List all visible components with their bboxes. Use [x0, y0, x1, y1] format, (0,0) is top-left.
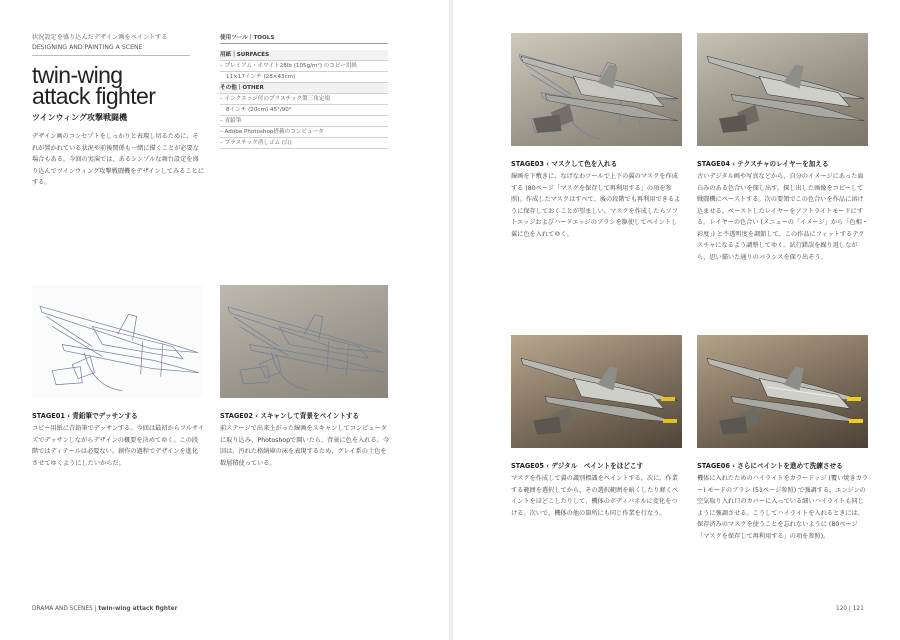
stage04-image	[697, 33, 868, 146]
surface-item: – プレミアム・ホワイト28lb (105g/m²) のコピー用紙	[220, 61, 388, 72]
kicker-en: DESIGNING AND PAINTING A SCENE	[32, 44, 143, 51]
page-numbers: 120 | 121	[836, 606, 864, 612]
stage06-title: STAGE06 ‹ さらにペイントを進めて洗練させる	[697, 462, 843, 470]
surfaces-label: 用紙｜SURFACES	[220, 50, 388, 61]
stage05-text: マスクを作成して翼の識別標識をペイントする。次に、作業する範囲を選択してから、その選択範囲を暗くしたり軽くペイントをほどこしたりして、機体のボディパネルに変化をつける。次いで、機体の他の箇所にも同じ作業を行なう。	[511, 475, 679, 517]
stage01-sketch-image	[32, 285, 203, 398]
tools-table	[220, 33, 388, 149]
stage06-image	[697, 335, 868, 448]
stage02-background-image	[220, 285, 388, 398]
stage04-title: STAGE04 ‹ テクスチャのレイヤーを加える	[697, 160, 829, 168]
title-line-1: twin-wing	[32, 62, 123, 88]
surface-item: 11×17インチ (28×43cm)	[220, 72, 388, 83]
subtitle: ツインウィング攻撃戦闘機	[32, 113, 127, 122]
stage03-text: 線画を下敷きに、なげなわツールで上下の翼のマスクを作成する (80ページ「マスクを保存して再利用する」の項を参照)。作成したマスクはすべて、後の段階でも再利用できるように保存しておくことが望ましい。マスクを作成したらソフトエッジおよびハードエッジのブラシを駆使してペイントし翼に色を入れてゆく。	[511, 173, 681, 238]
gutter	[449, 0, 453, 640]
stage05-title: STAGE05 ‹ デジタル ペイントをほどこす	[511, 462, 644, 470]
other-item: – 青鉛筆	[220, 116, 388, 127]
other-item: – インクエッジ付のプラスチック製三角定規	[220, 94, 388, 105]
stage05-image	[511, 335, 682, 448]
intro-text: デザイン画のコンセプトをしっかりと表現し切るために、それが置かれている状況や前後関係も一緒に描くことが必要な場合もある。今回の実演では、あるシンプルな舞台設定を盛り込んでツインウィング攻撃戦闘機をデザインしてみることにする。	[32, 133, 205, 186]
other-item: – プラスチック消しゴム (白)	[220, 138, 388, 149]
other-item: 8インチ (20cm) 45°/90°	[220, 105, 388, 116]
stage04-text: 古いデジタル画や写真などから、自分のイメージにあった面白みのある色合いを探し出す。探し出した画像をコピーして戦闘機にペーストする。次の要領でこの色合いを作品に溶け込ませる。ペーストしたレイヤーをソフトライトモードにする。レイヤーの色合い (メニューの「イメージ」から「色相・彩度」) と不透明度を調節して、この作品にフィットするテクスチャになるよう調整してゆく。試行錯誤を繰り返しながら、思い描いた通りのバランスを探り出そう。	[697, 173, 868, 261]
footer-running-title: DRAMA AND SCENES | twin-wing attack fighter	[32, 606, 178, 612]
kicker-jp: 状況設定を盛り込んだデザイン画をペイントする	[32, 34, 168, 41]
stage01-title: STAGE01 ‹ 青鉛筆でデッサンする	[32, 412, 138, 420]
stage06-text: 機体に入れたためのハイライトをカラードッジ (覆い焼きカラー) モードのブラシ (51ページ参照) で強調する。エンジンの空気取り入れ口のカバーに入っている細いハイライトも同じように強調させる。こうしてハイライトを入れるときには、保存済みのマスクを使うことを忘れないように (80ページ「マスクを保存して再利用する」の項を参照)。	[697, 475, 869, 540]
title-line-2: attack fighter	[32, 83, 156, 109]
stage02-text: 前ステージで出来上がった線画をスキャンしてコンピュータに取り込み、Photoshopで開いたら、背景に色を入れる。今回は、汚れた格納庫の床を表現するため、グレイ系の土色を数層積使っている。	[220, 425, 390, 467]
tools-heading: 使用ツール｜TOOLS	[220, 33, 388, 44]
stage01-text: コピー用紙に青鉛筆でデッサンする。今回は最初からフルサイズでデッサンしながらデザインの概要を決めてゆく。この段階ではディテールは必要ない。創作の過程でデザインを進化させてゆくようにしたいからだ。	[32, 425, 204, 467]
kicker-rule	[32, 55, 190, 56]
other-label: その他｜OTHER	[220, 83, 388, 94]
other-item: – Adobe Photoshop搭載のコンピュータ	[220, 127, 388, 138]
stage02-title: STAGE02 ‹ スキャンして背景をペイントする	[220, 412, 359, 420]
stage03-title: STAGE03 ‹ マスクして色を入れる	[511, 160, 618, 168]
stage03-image	[511, 33, 682, 146]
